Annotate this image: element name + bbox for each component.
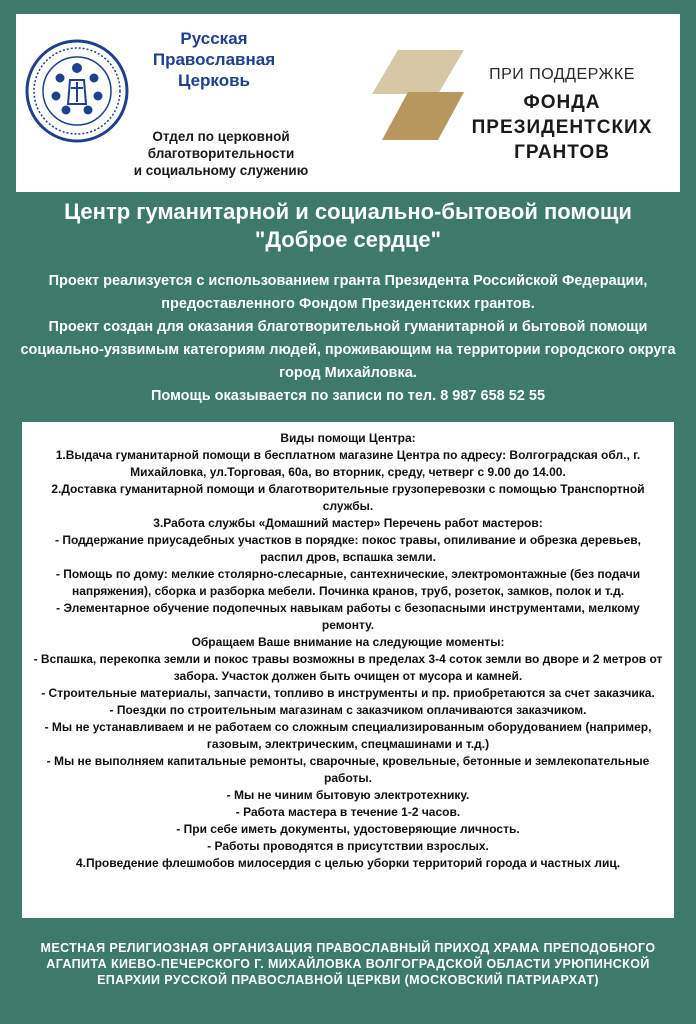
service-item: - Помощь по дому: мелкие столярно-слесарные, сантехнические, электромонтажные (без подачи напряжения), сборка и разборка мебели. Починка кранов, труб, розеток, замков, полок и т.д. [55, 567, 641, 598]
presidential-grants-fund-logo-icon [368, 36, 464, 156]
header-banner [16, 14, 680, 192]
note-item: - Работа мастера в течение 1-2 часов. [235, 805, 461, 819]
note-item: - Мы не чиним бытовую электротехнику. [226, 788, 470, 802]
service-item: - Поддержание приусадебных участков в порядке: покос травы, опиливание и обрезка деревьев, распил дров, вспашка земли. [54, 533, 641, 564]
service-item: 1.Выдача гуманитарной помощи в бесплатном магазине Центра по адресу: Волгоградская обл., г. Михайловка, ул.Торговая, 60а, во вторник, среду, четверг с 9.00 до 14.00. [55, 448, 641, 479]
note-item: - Мы не выполняем капитальные ремонты, сварочные, кровельные, бетонные и землекопательные работы. [46, 754, 650, 785]
service-item: 3.Работа службы «Домашний мастер» Перечень работ мастеров: [153, 516, 543, 530]
services-heading: Виды помощи Центра: [280, 431, 416, 445]
fund-name: ФОНДА ПРЕЗИДЕНТСКИХ ГРАНТОВ [471, 92, 653, 163]
service-item: 2.Доставка гуманитарной помощи и благотворительные грузоперевозки с помощью Транспортной службы. [51, 482, 645, 513]
services-box [22, 422, 674, 918]
intro-text [14, 270, 682, 408]
roc-department: Отдел по церковной благотворительности и социальному служению [133, 129, 309, 178]
service-item: - Элементарное обучение подопечных навыкам работы с безопасными инструментами, мелкому ремонту. [56, 601, 640, 632]
roc-name: Русская Православная Церковь [152, 29, 276, 90]
service-item: 4.Проведение флешмобов милосердия с целью уборки территорий города и частных лиц. [75, 856, 621, 870]
notes-heading: Обращаем Ваше внимание на следующие моменты: [191, 635, 505, 649]
note-item: - Поездки по строительным магазинам с заказчиком оплачиваются заказчиком. [109, 703, 587, 717]
intro-paragraph: Проект реализуется с использованием гранта Президента Российской Федерации, предоставленного Фондом Президентских грантов. [48, 273, 648, 312]
note-item: - Строительные материалы, запчасти, топливо в инструменты и пр. приобретаются за счет заказчика. [41, 686, 655, 700]
organization-footer: МЕСТНАЯ РЕЛИГИОЗНАЯ ОРГАНИЗАЦИЯ ПРАВОСЛАВНЫЙ ПРИХОД ХРАМА ПРЕПОДОБНОГО АГАПИТА КИЕВО-ПЕЧЕРСКОГО Г. МИХАЙЛОВКА ВОЛГОГРАДСКОЙ ОБЛАСТИ УРЮПИНСКОЙ ЕПАРХИИ РУССКОЙ ПРАВОСЛАВНОЙ ЦЕРКВИ (МОСКОВСКИЙ ПАТРИАРХАТ) [40, 941, 656, 987]
note-item: - Работы проводятся в присутствии взрослых. [207, 839, 489, 853]
note-item: - Вспашка, перекопка земли и покос травы возможны в пределах 3-4 соток земли во дворе и 2 метров от забора. Участок должен быть очищен от мусора и камней. [33, 652, 663, 683]
fund-prefix: ПРИ ПОДДЕРЖКЕ [489, 66, 635, 83]
intro-phone: Помощь оказывается по записи по тел. 8 987 658 52 55 [150, 388, 546, 404]
page-title: Центр гуманитарной и социально-бытовой помощи "Доброе сердце" [64, 199, 632, 252]
intro-paragraph: Проект создан для оказания благотворительной гуманитарной и бытовой помощи социально-уязвимым категориям людей, проживающим на территории городского округа город Михайловка. [20, 319, 676, 381]
note-item: - Мы не устанавливаем и не работаем со сложным специализированным оборудованием (например, газовым, электрическим, спецмашинами и т.д.) [44, 720, 652, 751]
note-item: - При себе иметь документы, удостоверяющие личность. [176, 822, 520, 836]
